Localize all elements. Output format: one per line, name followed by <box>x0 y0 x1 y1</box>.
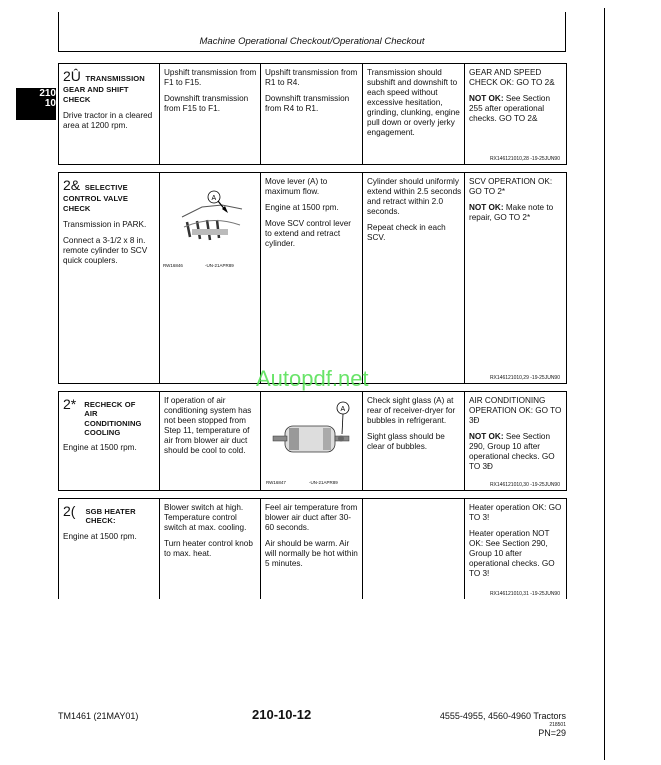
action-text: Downshift transmission from R4 to R1. <box>265 94 350 113</box>
step-number: 2& <box>63 177 81 193</box>
result-column <box>469 177 562 229</box>
figure-date: -UN-21APR89 <box>309 480 338 485</box>
expected-text: Repeat check in each SCV. <box>367 223 446 242</box>
scv-lever-figure <box>162 177 258 259</box>
action-column-controls <box>164 503 258 565</box>
step-setup <box>63 177 157 272</box>
action-column <box>164 396 258 462</box>
action-text: Upshift transmission from F1 to F15. <box>164 68 257 87</box>
result-column <box>469 503 562 585</box>
action-text: If operation of air conditioning system has not been stopped from Step 11, temperature of air from blower air duct should be cool to cold. <box>164 396 252 455</box>
figure-callout: A <box>340 406 346 413</box>
setup-text: Transmission in PARK. <box>63 220 147 230</box>
reference-code: RX146121010,28 -19-25JUN90 <box>489 156 560 162</box>
step-title: RECHECK OF AIR CONDITIONING COOLING <box>84 400 142 437</box>
section-tab-line1: 210 <box>39 88 56 99</box>
action-text: Blower switch at high. Temperature control switch at max. cooling. <box>164 503 247 532</box>
reference-code: RX146121010,31 -19-25JUN90 <box>489 591 560 597</box>
action-column-forward <box>164 68 258 120</box>
step-scv-check <box>58 172 567 384</box>
setup-text: Engine at 1500 rpm. <box>63 443 137 452</box>
action-column-check <box>265 503 359 575</box>
result-ok: SCV OPERATION OK: GO TO 2* <box>469 177 553 196</box>
step-number: 2Û <box>63 68 81 84</box>
figure-callout: A <box>211 195 217 202</box>
reference-code: RX146121010,29 -19-25JUN90 <box>489 375 560 381</box>
step-setup <box>63 68 157 137</box>
reference-code: RX146121010,30 -19-25JUN90 <box>489 482 560 488</box>
action-text: Move SCV control lever to extend and retract cylinder. <box>265 219 352 248</box>
page-header-title: Machine Operational Checkout/Operational Checkout <box>199 36 425 47</box>
expected-result <box>367 68 462 144</box>
step-transmission-check <box>58 63 567 165</box>
result-not-ok: NOT OK: Make note to repair, GO TO 2* <box>469 203 554 222</box>
step-setup <box>63 503 157 548</box>
action-text: Feel air temperature from blower air duct after 30-60 seconds. <box>265 503 358 532</box>
header-rule-bottom <box>58 51 566 52</box>
step-sgb-heater-check <box>58 498 567 599</box>
figure-code: RW16846 <box>163 263 183 268</box>
step-number: 2* <box>63 396 77 412</box>
setup-text: Engine at 1500 rpm. <box>63 531 137 541</box>
footer-models: 4555-4955, 4560-4960 Tractors <box>439 711 566 721</box>
expected-result <box>367 396 462 458</box>
receiver-dryer-figure <box>263 396 359 474</box>
section-tab-line3: 12 <box>44 108 56 119</box>
expected-text: Transmission should subshift and downshift to each speed without excessive hesitation, grinding, clunking, engine pull down or overly jerky engagement. <box>367 68 460 137</box>
action-text: Downshift transmission from F15 to F1. <box>164 94 249 113</box>
result-ok: GEAR AND SPEED CHECK OK: GO TO 2& <box>469 68 555 87</box>
result-not-ok: NOT OK: See Section 290, Group 10 after operational checks. GO TO 3Ð <box>469 432 555 471</box>
footer-manual-id: TM1461 (21MAY01) <box>58 711 139 721</box>
expected-result <box>367 177 462 249</box>
footer-small-code: 218501 <box>549 722 566 728</box>
footer-page-number: 210-10-12 <box>252 707 312 722</box>
step-title: SGB HEATER CHECK: <box>85 507 136 526</box>
footer-pn: PN=29 <box>538 728 566 738</box>
result-ok: AIR CONDITIONING OPERATION OK: GO TO 3Ð <box>469 396 562 425</box>
action-column-reverse <box>265 68 359 120</box>
figure-code: RW16847 <box>266 480 286 485</box>
expected-text: Check sight glass (A) at rear of receiver-dryer for bubbles in refrigerant. <box>367 396 456 425</box>
action-column <box>265 177 359 255</box>
result-column <box>469 396 562 478</box>
setup-text: Connect a 3-1/2 x 8 in. remote cylinder to SCV quick couplers. <box>63 236 148 266</box>
setup-text: Drive tractor in a cleared area at 1200 rpm. <box>63 111 153 131</box>
action-text: Engine at 1500 rpm. <box>265 203 339 212</box>
step-title: TRANSMISSION GEAR AND SHIFT CHECK <box>63 74 145 105</box>
figure-date: -UN-21APR89 <box>205 263 234 268</box>
action-text: Upshift transmission from R1 to R4. <box>265 68 358 87</box>
action-text: Air should be warm. Air will normally be hot within 5 minutes. <box>265 539 358 568</box>
result-ok: Heater operation OK: GO TO 3! <box>469 503 562 522</box>
step-title: SELECTIVE CONTROL VALVE CHECK <box>63 183 129 214</box>
step-setup <box>63 396 157 459</box>
expected-text: Cylinder should uniformly extend within 2.5 seconds and retract within 2.0 seconds. <box>367 177 462 216</box>
step-number: 2( <box>63 503 76 519</box>
result-not-ok: Heater operation NOT OK: See Section 290, Group 10 after operational checks. GO TO 3! <box>469 529 555 578</box>
result-column <box>469 68 562 130</box>
step-air-conditioning-recheck <box>58 391 567 491</box>
watermark: Autopdf.net <box>256 366 369 391</box>
expected-text: Sight glass should be clear of bubbles. <box>367 432 445 451</box>
action-text: Move lever (A) to maximum flow. <box>265 177 328 196</box>
result-not-ok: NOT OK: See Section 255 after operational checks. GO TO 2& <box>469 94 551 123</box>
action-text: Turn heater control knob to max. heat. <box>164 539 253 558</box>
page-border-right <box>604 8 605 760</box>
section-tab-line2: 10 <box>44 98 56 109</box>
